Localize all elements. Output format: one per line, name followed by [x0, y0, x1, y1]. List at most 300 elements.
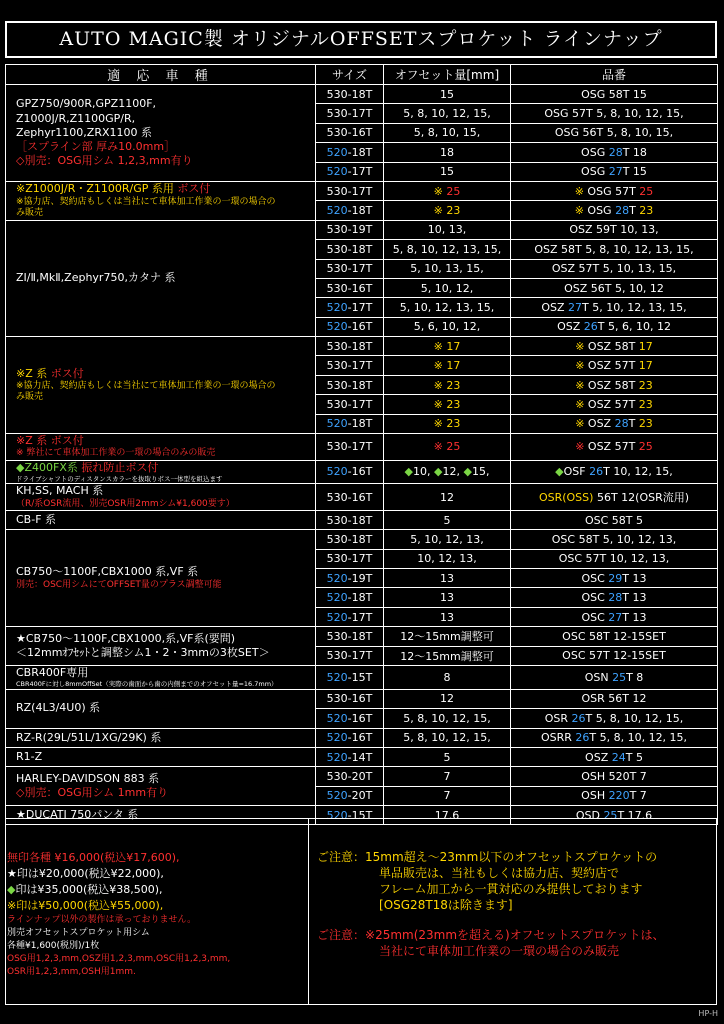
vehicle-model-cell: [6, 510, 316, 529]
size-cell: [316, 607, 384, 626]
offset-cell: [384, 530, 511, 549]
lineup-table: [5, 64, 718, 825]
part-number-cell: [511, 530, 718, 549]
model-line: [16, 513, 312, 527]
text-segment: OSZ 57T: [587, 359, 639, 373]
offset-cell: [384, 627, 511, 646]
offset-cell: [384, 298, 511, 317]
model-line-text: ★DUCATI 750パンタ 系: [16, 808, 139, 822]
part-number-cell: [511, 337, 718, 356]
model-line-text: Zephyr1100,ZRX1100 系: [16, 125, 152, 139]
text-segment: ※: [574, 204, 588, 218]
part-number-cell: [511, 665, 718, 689]
size-cell: [316, 201, 384, 220]
text-segment: -17T: [347, 610, 373, 624]
part-number-cell: [511, 220, 718, 239]
text-segment: 520: [326, 610, 348, 624]
text-segment: OSR 56T 12: [581, 692, 647, 706]
part-number-cell: [511, 123, 718, 142]
part-number-cell: [511, 747, 718, 766]
text-segment: 520: [326, 465, 348, 479]
part-number-cell: [511, 434, 718, 461]
size-cell: [316, 356, 384, 375]
model-line-text: ※協力店、契約店もしくは当社にて車体加工作業の一環の場合の: [16, 196, 276, 207]
text-segment: OSG 57T 5, 8, 10, 12, 15,: [544, 107, 684, 121]
text-segment: T 13: [622, 591, 647, 605]
size-cell: [316, 240, 384, 259]
model-line: [16, 461, 312, 475]
text-segment: 5, 10, 12, 13,: [410, 532, 484, 546]
text-segment: 26: [583, 320, 598, 334]
price-line: [7, 914, 308, 927]
page-title: AUTO MAGIC製 オリジナルOFFSETスプロケット ラインナップ: [5, 21, 717, 58]
text-segment: 56T 12(OSR流用): [593, 491, 690, 505]
text-segment: -16T: [347, 731, 373, 745]
price-line: [7, 927, 308, 940]
text-segment: 530-16T: [326, 490, 373, 504]
offset-cell: [384, 786, 511, 805]
text-segment: -18T: [347, 145, 373, 159]
offset-cell: [384, 337, 511, 356]
model-line: [16, 750, 312, 764]
text-segment: 5, 8, 10, 12, 15,: [403, 107, 491, 121]
size-cell: [316, 530, 384, 549]
text-segment: OSG 57T: [587, 184, 640, 198]
size-cell: [316, 689, 384, 708]
offset-cell: [384, 434, 511, 461]
vehicle-model-cell: [6, 728, 316, 747]
offset-cell: [384, 414, 511, 433]
offset-cell: [384, 767, 511, 786]
text-segment: 10, 13,: [427, 223, 467, 237]
text-segment: OSG: [581, 165, 609, 179]
offset-cell: [384, 460, 511, 484]
model-line-text: CB-F 系: [16, 512, 57, 526]
size-cell: [316, 646, 384, 665]
text-segment: 520: [326, 731, 348, 745]
text-segment: 5: [443, 513, 451, 527]
model-line: [16, 448, 312, 459]
text-segment: 530-16T: [326, 692, 373, 706]
text-segment: 520: [326, 789, 348, 803]
table-row: [6, 434, 718, 461]
text-segment: 12～15mm調整可: [400, 630, 494, 644]
text-segment: 25: [446, 184, 461, 198]
vehicle-model-cell: [6, 434, 316, 461]
text-segment: 530-16T: [326, 126, 373, 140]
price-line: [7, 882, 308, 898]
offset-cell: [384, 85, 511, 104]
caution-line: 単品販売は、当社もしくは協力店、契約店で: [379, 866, 620, 880]
model-line: [16, 392, 312, 403]
text-segment: -17T: [347, 165, 373, 179]
model-line: [16, 731, 312, 745]
text-segment: 5, 10, 13, 15,: [410, 262, 484, 276]
table-row: [6, 530, 718, 549]
table-row: [6, 337, 718, 356]
part-number-cell: [511, 104, 718, 123]
text-segment: 12: [440, 490, 454, 504]
model-line: [16, 126, 312, 140]
text-segment: OSD: [575, 808, 604, 822]
model-line-text: CB750～1100F,CBX1000 系,VF 系: [16, 565, 199, 579]
text-segment: OSZ: [541, 300, 568, 314]
text-segment: 28: [608, 591, 623, 605]
text-segment: 15,: [471, 465, 490, 479]
text-segment: OSC 57T 10, 12, 13,: [558, 552, 670, 566]
price-line: [7, 966, 308, 979]
text-segment: T 15: [622, 165, 647, 179]
text-segment: -18T: [347, 417, 373, 431]
model-line: [16, 475, 312, 483]
model-line: [16, 646, 312, 660]
text-segment: -16T: [347, 711, 373, 725]
text-segment: OSR(OSS): [538, 491, 594, 505]
offset-cell: [384, 104, 511, 123]
size-cell: [316, 85, 384, 104]
footer-box: [5, 818, 717, 1005]
part-number-cell: [511, 510, 718, 529]
text-segment: ※: [433, 184, 447, 198]
price-line: [7, 866, 308, 882]
part-number-cell: [511, 278, 718, 297]
text-segment: ※ 23: [433, 417, 461, 431]
text-segment: 12～15mm調整可: [400, 649, 494, 663]
model-line-text: ※協力店、契約店もしくは当社にて車体加工作業の一環の場合の: [16, 380, 276, 391]
caution-line: 15mm超え～23mm以下のオフセットスプロケットの: [365, 850, 658, 864]
offset-cell: [384, 220, 511, 239]
offset-cell: [384, 123, 511, 142]
model-line-text: R1-Z: [16, 749, 43, 763]
text-segment: T 10, 12, 15,: [603, 465, 673, 479]
part-number-cell: [511, 646, 718, 665]
model-line-text: 別売：OSC用シムにてOFFSET量のプラス調整可能: [16, 579, 222, 590]
size-cell: [316, 259, 384, 278]
corner-code: HP-H: [698, 1009, 718, 1018]
text-segment: 530-17T: [326, 359, 373, 373]
text-segment: -16T: [347, 320, 373, 334]
model-line-text: ★CB750～1100F,CBX1000,系,VF系(要問): [16, 631, 236, 645]
text-segment: ※: [575, 417, 588, 431]
text-segment: OSZ 57T 5, 10, 13, 15,: [551, 262, 677, 276]
vehicle-model-cell: [6, 181, 316, 220]
price-line: [7, 940, 308, 953]
offset-cell: [384, 510, 511, 529]
part-number-cell: [511, 549, 718, 568]
text-segment: 530-17T: [326, 397, 373, 411]
caution-line: 当社にて車体加工作業の一環の場合のみ販売: [379, 944, 620, 958]
model-line-text: ◆Z400FX系: [16, 460, 82, 474]
model-line: [16, 499, 312, 510]
text-segment: ※: [574, 184, 588, 198]
text-segment: 29: [608, 571, 623, 585]
text-segment: OSC: [581, 591, 609, 605]
model-line: [16, 97, 312, 111]
vehicle-model-cell: [6, 665, 316, 689]
vehicle-model-cell: [6, 627, 316, 666]
model-line-text: み販売: [16, 207, 44, 218]
text-segment: OSZ: [557, 320, 584, 334]
text-segment: 25: [603, 808, 618, 822]
text-segment: 530-16T: [326, 281, 373, 295]
offset-cell: [384, 356, 511, 375]
price-line: [7, 898, 308, 914]
text-segment: 8: [443, 670, 451, 684]
text-segment: 530-17T: [326, 262, 373, 276]
text-segment: 530-18T: [326, 378, 373, 392]
text-segment: 530-18T: [326, 87, 373, 101]
text-segment: 26: [575, 731, 590, 745]
caution-line: フレーム加工から一貫対応のみ提供しております: [379, 882, 643, 896]
header-offset: オフセット量[mm]: [384, 65, 511, 85]
text-segment: OSN: [584, 670, 613, 684]
model-line-text: ※ 弊社にて車体加工作業の一環の場合のみの販売: [16, 448, 216, 459]
text-segment: ※: [575, 359, 588, 373]
part-number-cell: [511, 240, 718, 259]
offset-cell: [384, 665, 511, 689]
text-segment: 10, 12, 13,: [417, 552, 477, 566]
text-segment: 24: [611, 750, 626, 764]
model-line-text: ドライブシャフトのディスタンスカラーを抜取りボス一体型を組込ます: [16, 474, 223, 483]
part-number-cell: [511, 569, 718, 588]
size-cell: [316, 627, 384, 646]
table-row: [6, 689, 718, 708]
text-segment: OSF: [563, 465, 590, 479]
part-number-cell: [511, 259, 718, 278]
text-segment: 25: [638, 440, 653, 454]
offset-cell: [384, 484, 511, 511]
text-segment: ※: [575, 440, 588, 454]
model-line-extra: ボス付: [177, 182, 211, 196]
text-segment: OSZ 56T 5, 10, 12: [564, 281, 664, 295]
size-cell: [316, 434, 384, 461]
offset-cell: [384, 181, 511, 200]
text-segment: T 5, 8, 10, 12, 15,: [585, 711, 684, 725]
text-segment: 530-17T: [326, 649, 373, 663]
vehicle-model-cell: [6, 530, 316, 627]
size-cell: [316, 337, 384, 356]
price-line-text: 各種¥1,600(税別)/1枚: [7, 941, 100, 951]
model-line: [16, 565, 312, 579]
text-segment: OSZ 58T: [587, 378, 639, 392]
text-segment: 23: [638, 378, 653, 392]
text-segment: 5: [443, 750, 451, 764]
text-segment: OSC 58T 5: [584, 513, 644, 527]
model-line-text: ◇別売：OSG用シム 1,2,3,mm有り: [16, 154, 193, 168]
model-line-text: ZⅠ/Ⅱ,MkⅡ,Zephyr750,カタナ 系: [16, 271, 176, 285]
text-segment: T: [628, 417, 639, 431]
text-segment: OSC: [581, 610, 609, 624]
text-segment: OSC 58T 12-15SET: [562, 629, 666, 643]
text-segment: OSH: [581, 789, 609, 803]
model-line-text: RZ-R(29L/51L/1XG/29K) 系: [16, 730, 162, 744]
text-segment: T: [629, 204, 640, 218]
text-segment: OSZ 58T: [587, 339, 639, 353]
size-cell: [316, 278, 384, 297]
offset-cell: [384, 549, 511, 568]
text-segment: 520: [326, 711, 348, 725]
text-segment: 5, 8, 10, 15,: [413, 126, 481, 140]
size-cell: [316, 747, 384, 766]
part-number-cell: [511, 709, 718, 728]
part-number-cell: [511, 414, 718, 433]
size-cell: [316, 375, 384, 394]
text-segment: T 7: [629, 789, 647, 803]
text-segment: OSR: [544, 711, 572, 725]
size-cell: [316, 123, 384, 142]
text-segment: ※: [575, 378, 588, 392]
text-segment: OSG: [581, 145, 609, 159]
model-line: [16, 271, 312, 285]
text-segment: ※: [575, 397, 588, 411]
model-line-text: GPZ750/900R,GPZ1100F,: [16, 97, 157, 111]
model-line: [16, 632, 312, 646]
table-header-row: [6, 65, 718, 85]
text-segment: 28: [614, 417, 629, 431]
text-segment: 23: [639, 204, 654, 218]
size-cell: [316, 181, 384, 200]
model-line-extra: 振れ防止ボス付: [81, 460, 159, 474]
text-segment: 12,: [442, 465, 464, 479]
price-line-text: 無印各種 ¥16,000(税込¥17,600),: [7, 851, 180, 864]
model-line: [16, 140, 312, 154]
model-line-text: ［スプライン部 厚み10.0mm］: [16, 140, 176, 154]
caution-label-2: ご注意：: [317, 928, 366, 942]
text-segment: -18T: [347, 204, 373, 218]
text-segment: 23: [638, 397, 653, 411]
text-segment: T 5, 10, 12, 13, 15,: [582, 300, 687, 314]
vehicle-model-cell: [6, 767, 316, 806]
model-line: [16, 580, 312, 591]
offset-cell: [384, 143, 511, 162]
offset-cell: [384, 709, 511, 728]
part-number-cell: [511, 201, 718, 220]
text-segment: OSG 58T 15: [581, 87, 647, 101]
vehicle-model-cell: [6, 85, 316, 182]
caution-line: [OSG28T18は除きます]: [379, 898, 513, 912]
text-segment: 530-18T: [326, 242, 373, 256]
text-segment: T 8: [626, 670, 644, 684]
part-number-cell: [511, 317, 718, 336]
text-segment: ※ 23: [433, 397, 461, 411]
text-segment: 5, 8, 10, 12, 13, 15,: [392, 242, 502, 256]
size-cell: [316, 162, 384, 181]
text-segment: 530-20T: [326, 769, 373, 783]
text-segment: -19T: [347, 571, 373, 585]
offset-cell: [384, 259, 511, 278]
text-segment: OSG 56T 5, 8, 10, 15,: [554, 126, 674, 140]
size-cell: [316, 665, 384, 689]
text-segment: T 13: [622, 610, 647, 624]
text-segment: 23: [638, 417, 653, 431]
text-segment: 7: [443, 789, 451, 803]
text-segment: T 13: [622, 571, 647, 585]
table-row: [6, 665, 718, 689]
text-segment: OSZ: [585, 750, 612, 764]
offset-cell: [384, 240, 511, 259]
model-line-text: Z1000J/R,Z1100GP/R,: [16, 111, 136, 125]
model-line-text: ◇別売：OSG用シム 1mm有り: [16, 786, 169, 800]
text-segment: T 17.6: [617, 808, 653, 822]
part-number-cell: [511, 356, 718, 375]
part-number-cell: [511, 689, 718, 708]
part-number-cell: [511, 767, 718, 786]
offset-cell: [384, 607, 511, 626]
part-number-cell: [511, 162, 718, 181]
text-segment: T 5, 8, 10, 12, 15,: [589, 731, 688, 745]
model-line: [16, 666, 312, 680]
text-segment: ※ 23: [433, 378, 461, 392]
offset-cell: [384, 317, 511, 336]
offset-cell: [384, 646, 511, 665]
model-line-text: み販売: [16, 392, 44, 403]
model-line: [16, 701, 312, 715]
text-segment: OSZ 57T: [587, 440, 639, 454]
size-cell: [316, 220, 384, 239]
text-segment: 12: [440, 692, 454, 706]
model-line-text: ※Z 系: [16, 366, 51, 380]
text-segment: 220: [608, 789, 630, 803]
model-line-text: ※Z 系 ボス付: [16, 434, 84, 448]
model-line-text: RZ(4L3/4U0) 系: [16, 701, 101, 715]
model-line: [16, 680, 312, 688]
model-line: [16, 434, 312, 448]
model-line-text: ＜12mmｵﾌｾｯﾄと調整シム1・2・3mmの3枚SET＞: [16, 646, 270, 660]
part-number-cell: [511, 298, 718, 317]
text-segment: ※ 23: [433, 204, 461, 218]
model-line: [16, 786, 312, 800]
text-segment: 27: [608, 610, 623, 624]
text-segment: 10,: [413, 465, 435, 479]
offset-cell: [384, 375, 511, 394]
text-segment: 530-17T: [326, 440, 373, 454]
part-number-cell: [511, 728, 718, 747]
text-segment: 520: [326, 165, 348, 179]
text-segment: ◆: [404, 465, 414, 479]
text-segment: OSZ: [587, 417, 615, 431]
text-segment: 530-19T: [326, 223, 373, 237]
table-row: [6, 767, 718, 786]
model-line: [16, 112, 312, 126]
caution-note-2: [317, 927, 716, 959]
table-row: [6, 181, 718, 200]
model-line: [16, 367, 312, 381]
price-line-text: 別売オフセットスプロケット用シム: [7, 928, 150, 938]
text-segment: -14T: [347, 750, 373, 764]
model-line: [16, 197, 312, 208]
text-segment: 5, 6, 10, 12,: [413, 320, 481, 334]
text-segment: 520: [326, 750, 348, 764]
text-segment: 13: [440, 591, 454, 605]
table-row: [6, 728, 718, 747]
offset-cell: [384, 689, 511, 708]
price-line-text: ◆印は¥35,000(税込¥38,500),: [7, 883, 163, 896]
text-segment: -18T: [347, 591, 373, 605]
size-cell: [316, 395, 384, 414]
size-cell: [316, 317, 384, 336]
table-row: [6, 85, 718, 104]
text-segment: 26: [571, 711, 586, 725]
size-cell: [316, 549, 384, 568]
size-cell: [316, 414, 384, 433]
text-segment: 530-18T: [326, 629, 373, 643]
text-segment: 28: [608, 145, 623, 159]
text-segment: 27: [568, 300, 582, 314]
text-segment: ◆: [555, 465, 564, 479]
size-cell: [316, 728, 384, 747]
text-segment: OSZ 59T 10, 13,: [569, 223, 659, 237]
model-line: [16, 182, 312, 196]
